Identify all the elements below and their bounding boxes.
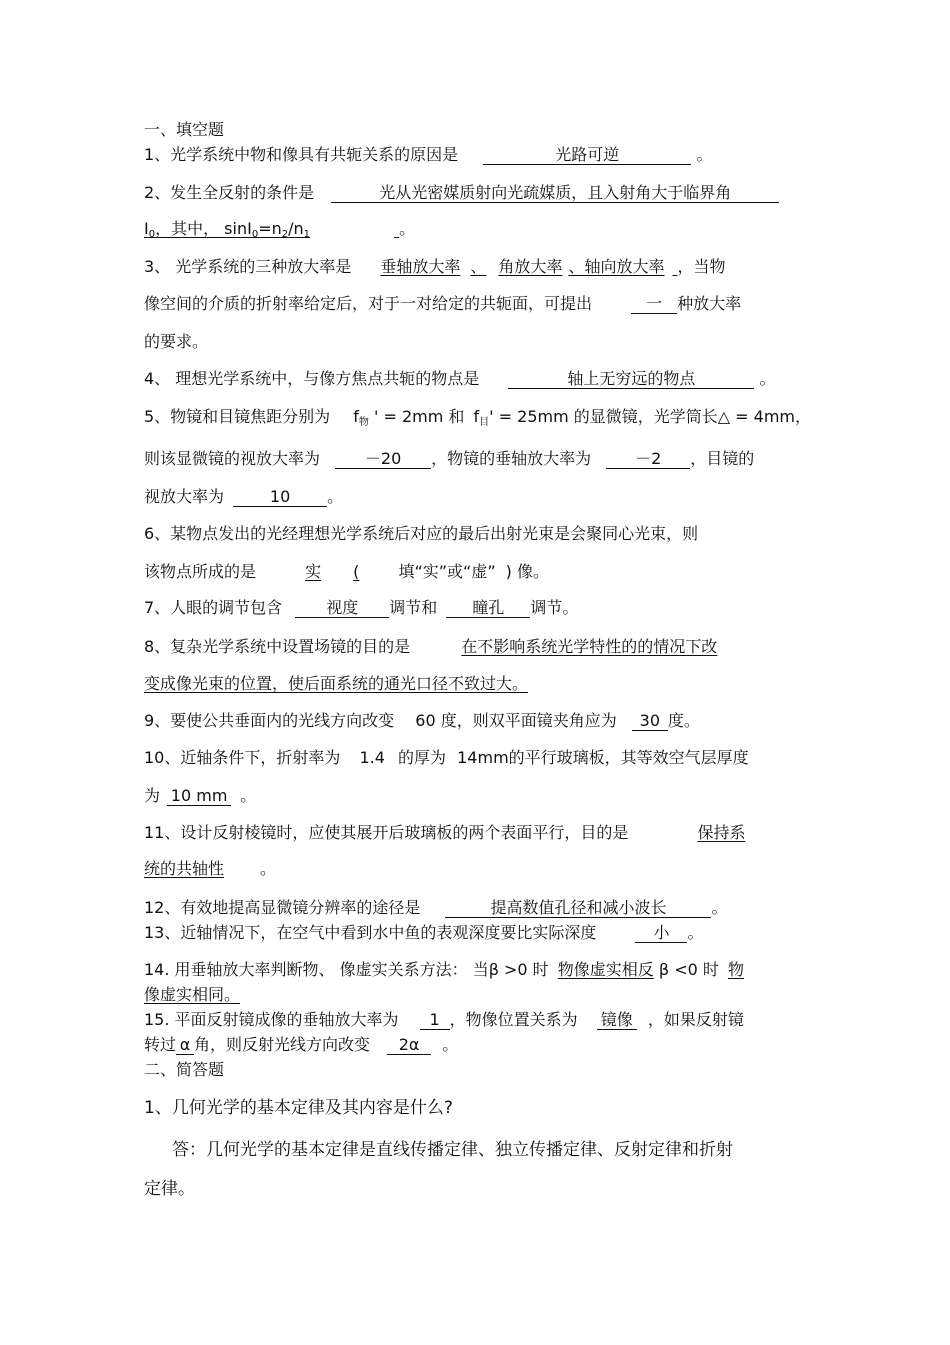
answer-8-part2: 变成像光束的位置，使后面系统的通光口径不致过大。 — [144, 674, 529, 693]
question-5-line2: 则该显微镜的视放大率为 －20 ，物镜的垂轴放大率为 －2 ，目镜的 — [144, 449, 755, 468]
answer-3-count: 一 — [631, 295, 677, 314]
answer-7-pupil: 瞳孔 — [446, 599, 530, 618]
short-question-1: 1、几何光学的基本定律及其内容是什么? — [144, 1098, 453, 1118]
answer-8-part1: 在不影响系统光学特性的的情况下改 — [461, 637, 718, 656]
question-14-line2 — [144, 985, 240, 1005]
short-answer-1: 答：几何光学的基本定律是直线传播定律、独立传播定律、反射定律和折射 — [172, 1140, 733, 1160]
answer-10: 10 mm — [167, 787, 231, 806]
answer-5-total: －20 — [335, 450, 431, 469]
question-5-line3: 视放大率为 10 。 — [144, 487, 344, 506]
question-15: 15. 平面反射镜成像的垂轴放大率为 1 ，物像位置关系为 镜像 ，如果反射镜 — [144, 1010, 744, 1029]
question-3-line2: 像空间的介质的折射率给定后，对于一对给定的共轭面，可提出 一 种放大率 — [144, 294, 742, 313]
answer-5-objective: －2 — [606, 450, 690, 469]
question-10-line2: 为 10 mm 。 — [144, 786, 257, 805]
question-3-line3: 的要求。 — [144, 332, 209, 351]
question-12: 12、有效地提高显微镜分辨率的途径是 提高数值孔径和减小波长 。 — [144, 898, 728, 917]
answer-1: 光路可逆 — [483, 146, 691, 165]
answer-15-change: 2α — [387, 1036, 431, 1055]
short-answer-1-line2: 定律。 — [144, 1179, 195, 1199]
answer-14-same-part2: 像虚实相同。 — [144, 985, 241, 1004]
question-4: 4、 理想光学系统中，与像方焦点共轭的物点是 轴上无穷远的物点 。 — [144, 369, 776, 388]
answer-2-formula: $I_0$，其中， $\sin I_0=n_2/n_1$ — [144, 219, 311, 240]
answer-14-same-part1: 物 — [727, 960, 744, 979]
answer-13: 小 — [635, 924, 687, 943]
question-13: 13、近轴情况下，在空气中看到水中鱼的表观深度要比实际深度 小 。 — [144, 923, 704, 942]
answer-9: 30 — [632, 712, 668, 731]
answer-15-angle: α — [176, 1036, 194, 1055]
question-8: 8、复杂光学系统中设置场镜的目的是 在不影响系统光学特性的的情况下改 — [144, 637, 733, 657]
question-10: 10、近轴条件下，折射率为 1.4 的厚为 14mm的平行玻璃板，其等效空气层厚度 — [144, 748, 749, 767]
question-3: 3、 光学系统的三种放大率是 垂轴放大率 、 角放大率 、轴向放大率 ，当物 — [144, 257, 726, 276]
section2-title: 二、简答题 — [144, 1060, 225, 1079]
question-5: 5、物镜和目镜焦距分别为 $f_物$ ' = 2mm 和 $f_目' = 25mm$ 的显微镜，光学筒长△ = 4mm， — [144, 407, 812, 428]
answer-12: 提高数值孔径和减小波长 — [445, 899, 711, 918]
question-15-line2: 转过 α 角，则反射光线方向改变 2α 。 — [144, 1035, 459, 1054]
question-14: 14. 用垂轴放大率判断物、 像虚实关系方法： 当β >0 时 物像虚实相反 β <0 时 物 — [144, 960, 744, 979]
question-2: 2、发生全反射的条件是 光从光密媒质射向光疏媒质，且入射角大于临界角 — [144, 183, 779, 203]
question-11-line2: 统的共轴性 。 — [144, 859, 277, 878]
answer-7-diopter: 视度 — [295, 599, 389, 618]
question-8-line2 — [144, 674, 548, 694]
question-6-line2: 该物点所成的是 实 ( 填“实”或“虚” ) 像。 — [144, 562, 549, 581]
section1-title: 一、填空题 — [144, 120, 225, 139]
answer-4: 轴上无穷远的物点 — [508, 370, 754, 389]
question-7: 7、人眼的调节包含 视度 调节和 瞳孔 调节。 — [144, 598, 579, 617]
question-11: 11、设计反射棱镜时，应使其展开后玻璃板的两个表面平行，目的是 保持系 — [144, 823, 746, 842]
answer-11-part2: 统的共轴性 — [144, 859, 225, 878]
answer-14-opposite: 物像虚实相反 — [557, 960, 654, 979]
answer-15-relation: 镜像 — [597, 1011, 637, 1030]
answer-2: 光从光密媒质射向光疏媒质，且入射角大于临界角 — [331, 184, 779, 203]
answer-11-part1: 保持系 — [697, 823, 746, 842]
question-2-line2: $I_0$，其中， $\sin I_0=n_2/n_1$ 。 — [144, 219, 416, 240]
answer-6: 实 ( — [305, 562, 360, 581]
question-6: 6、某物点发出的光经理想光学系统后对应的最后出射光束是会聚同心光束，则 — [144, 524, 699, 543]
answer-3-magnifications: 垂轴放大率 、 角放大率 、轴向放大率 — [380, 257, 665, 276]
question-1: 1、光学系统中物和像具有共轭关系的原因是 光路可逆 。 — [144, 145, 713, 164]
question-9: 9、要使公共垂面内的光线方向改变 60 度，则双平面镜夹角应为 30 度。 — [144, 711, 700, 730]
answer-15-magnification: 1 — [420, 1011, 450, 1030]
answer-5-eyepiece: 10 — [233, 488, 327, 507]
